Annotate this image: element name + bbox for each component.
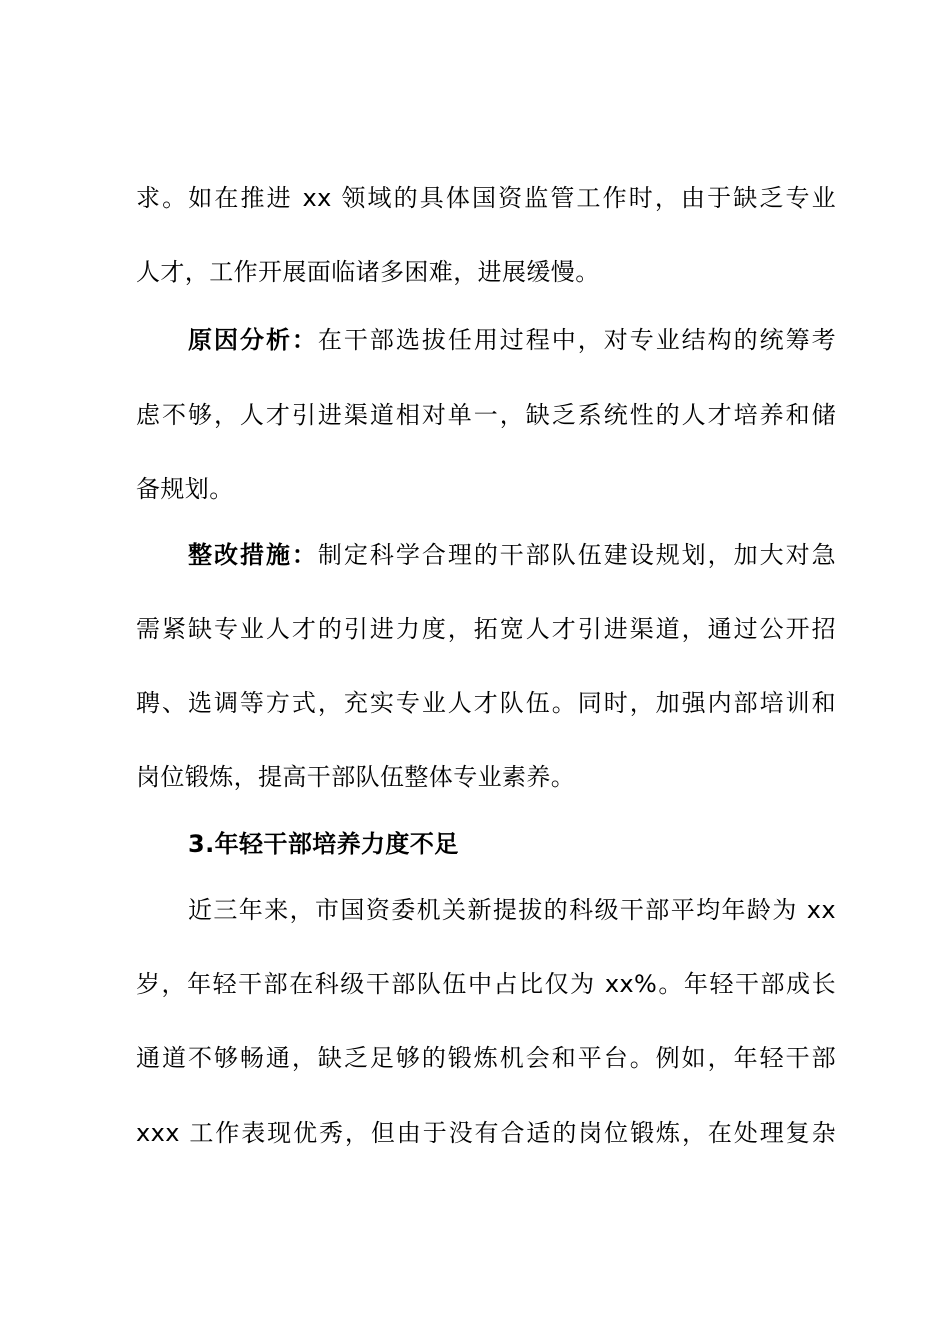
paragraph-4-line-2: 岁，年轻干部在科级干部队伍中占比仅为 xx%。年轻干部成长 [136,970,836,998]
paragraph-3-line-4: 岗位锻炼，提高干部队伍整体专业素养。 [136,763,576,791]
paragraph-3-line-2: 需紧缺专业人才的引进力度，拓宽人才引进渠道，通过公开招 [136,615,836,643]
paragraph-2-line-3: 备规划。 [136,475,234,503]
paragraph-2-line-1 [188,320,836,360]
section-heading: 3.年轻干部培养力度不足 [188,830,459,858]
rectification-label: 整改措施： [188,541,318,569]
paragraph-1-line-2: 人才，工作开展面临诸多困难，进展缓慢。 [136,258,600,286]
paragraph-3-line-1 [188,535,836,575]
paragraph-2-line-2: 虑不够，人才引进渠道相对单一，缺乏系统性的人才培养和储 [136,401,836,429]
paragraph-1-line-1: 求。如在推进 xx 领域的具体国资监管工作时，由于缺乏专业 [136,184,836,212]
paragraph-4-line-4: xxx 工作表现优秀，但由于没有合适的岗位锻炼，在处理复杂 [136,1119,836,1147]
paragraph-2-text: 在干部选拔任用过程中，对专业结构的统筹考 [317,326,836,354]
paragraph-4-line-3: 通道不够畅通，缺乏足够的锻炼机会和平台。例如，年轻干部 [136,1044,836,1072]
paragraph-3-line-3: 聘、选调等方式，充实专业人才队伍。同时，加强内部培训和 [136,689,836,717]
cause-analysis-label: 原因分析： [188,326,318,354]
paragraph-3-text: 制定科学合理的干部队伍建设规划，加大对急 [317,541,836,569]
paragraph-4-line-1: 近三年来，市国资委机关新提拔的科级干部平均年龄为 xx [188,896,836,924]
